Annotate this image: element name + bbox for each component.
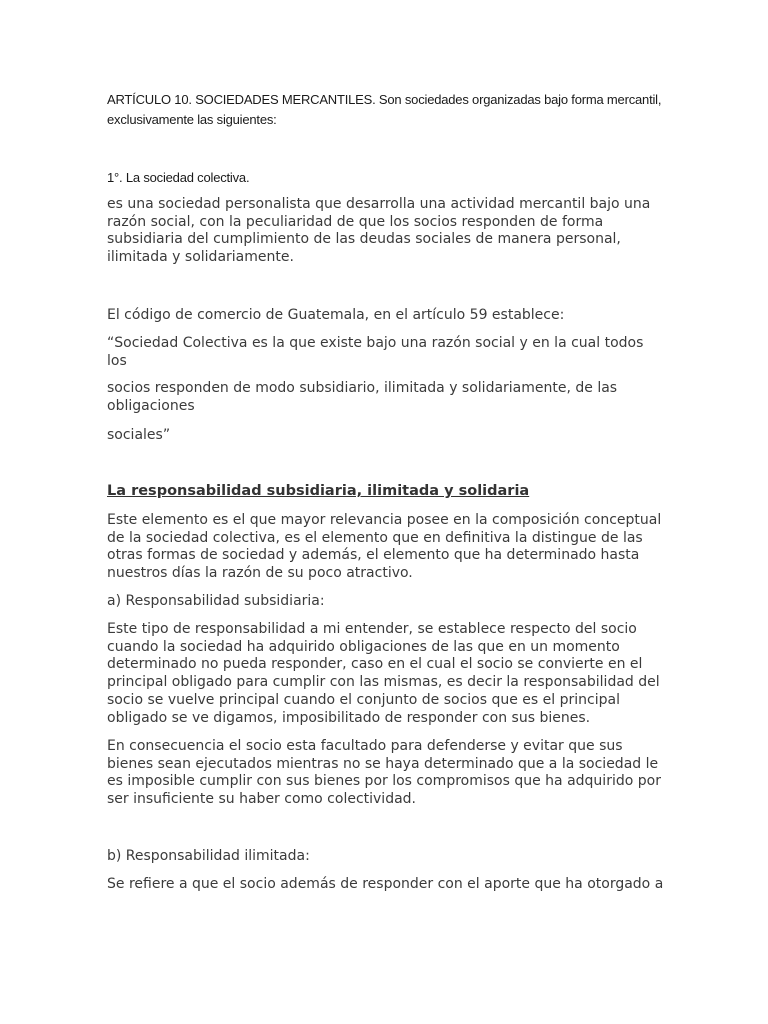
quote-line-3: sociales” bbox=[107, 427, 171, 443]
item-1-label: 1°. La sociedad colectiva. bbox=[107, 170, 250, 185]
text-line: determinado no pueda responder, caso en el cual el socio se convierte en el bbox=[107, 656, 643, 673]
text-line: En consecuencia el socio esta facultado para defenderse y evitar que sus bbox=[107, 738, 623, 754]
section-paragraph-4 bbox=[107, 876, 663, 894]
text-line: ser insuficiente su haber como colectividad. bbox=[107, 791, 416, 808]
text-line: es una sociedad personalista que desarrolla una actividad mercantil bajo una bbox=[107, 196, 651, 212]
text-line: ilimitada y solidariamente. bbox=[107, 249, 294, 266]
text-line: cuando la sociedad ha adquirido obligaciones de las que en un momento bbox=[107, 638, 620, 655]
text-line: obligaciones bbox=[107, 397, 195, 414]
section-paragraph-1 bbox=[107, 512, 661, 583]
text-line: socios responden de modo subsidiario, ilimitada y solidariamente, de las bbox=[107, 380, 618, 396]
article-intro bbox=[107, 90, 661, 130]
definition-paragraph bbox=[107, 196, 650, 267]
subheading-b: b) Responsabilidad ilimitada: bbox=[107, 848, 310, 864]
text-line: Este tipo de responsabilidad a mi entender, se establece respecto del socio bbox=[107, 621, 637, 637]
article-intro-line-2: exclusivamente las siguientes: bbox=[107, 112, 277, 127]
text-line: Este elemento es el que mayor relevancia posee en la composición conceptual bbox=[107, 512, 662, 528]
text-line: “Sociedad Colectiva es la que existe bajo una razón social y en la cual todos bbox=[107, 335, 644, 351]
text-line: subsidiaria del cumplimiento de las deudas sociales de manera personal, bbox=[107, 231, 621, 248]
text-line: razón social, con la peculiaridad de que los socios responden de forma bbox=[107, 213, 604, 230]
section-paragraph-3 bbox=[107, 738, 661, 809]
codigo-intro: El código de comercio de Guatemala, en el artículo 59 establece: bbox=[107, 307, 565, 323]
article-intro-line-1: ARTÍCULO 10. SOCIEDADES MERCANTILES. Son sociedades organizadas bajo forma mercantil, bbox=[107, 92, 662, 107]
text-line: obligado se ve digamos, imposibilitado de responder con sus bienes. bbox=[107, 709, 591, 726]
text-line: otras formas de sociedad y además, el elemento que ha determinado hasta bbox=[107, 547, 640, 564]
section-heading: La responsabilidad subsidiaria, ilimitada y solidaria bbox=[107, 483, 530, 499]
text-line: Se refiere a que el socio además de responder con el aporte que ha otorgado a bbox=[107, 876, 664, 892]
text-line: los bbox=[107, 352, 127, 369]
text-line: principal obligado para cumplir con las mismas, es decir la responsabilidad del bbox=[107, 674, 660, 691]
section-paragraph-2 bbox=[107, 621, 660, 727]
subheading-a: a) Responsabilidad subsidiaria: bbox=[107, 593, 325, 609]
text-line: nuestros días la razón de su poco atractivo. bbox=[107, 565, 413, 582]
text-line: de la sociedad colectiva, es el elemento que en definitiva la distingue de las bbox=[107, 529, 643, 546]
quote-line-2 bbox=[107, 380, 617, 415]
text-line: es imposible cumplir con sus bienes por los compromisos que ha adquirido por bbox=[107, 773, 661, 790]
text-line: socio se vuelve principal cuando el conjunto de socios que es el principal bbox=[107, 691, 620, 708]
quote-line-1 bbox=[107, 335, 643, 370]
text-line: bienes sean ejecutados mientras no se haya determinado que a la sociedad le bbox=[107, 755, 659, 772]
